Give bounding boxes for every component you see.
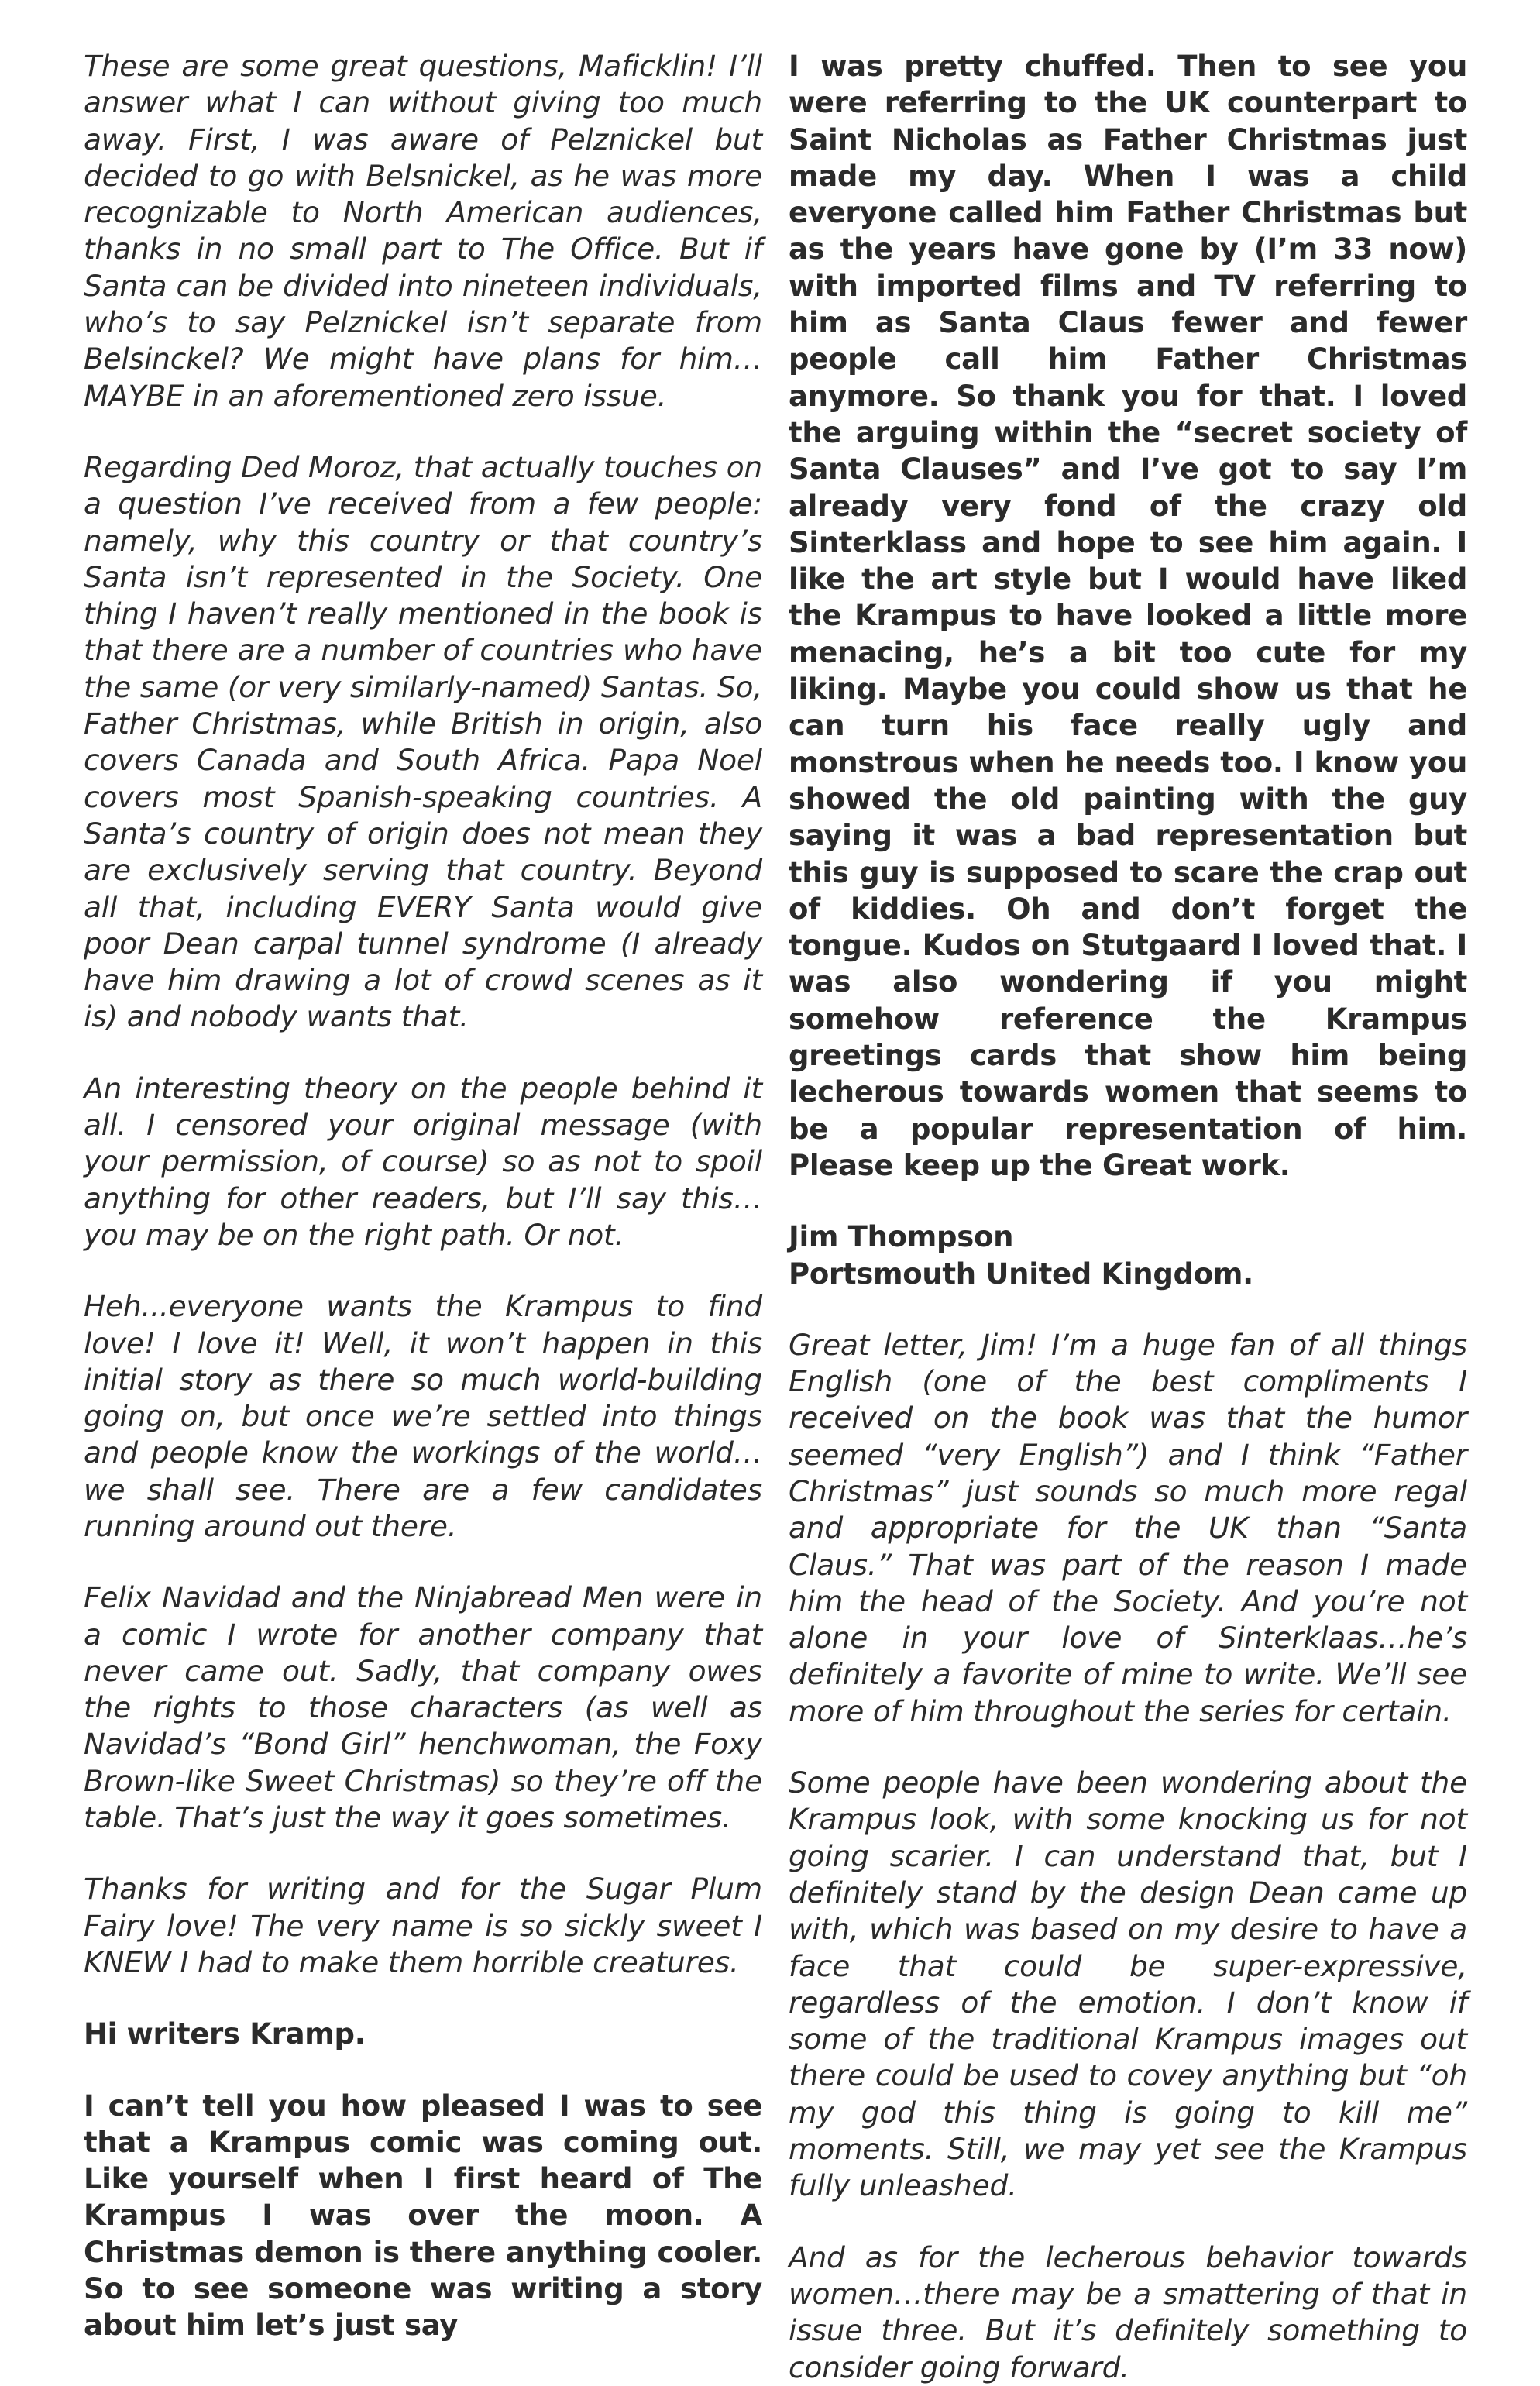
reply-paragraph-ded-moroz: Regarding Ded Moroz, that actually touches on a question I’ve received from a few people: namely, why this country or that country’s Santa isn’t represented in the Society. One thing I haven’t really mentioned in the book is that there are a number of countries who have the same (or very similarly-named) Santas. So, Father Christmas, while British in origin, also covers Canada and South Africa. Papa Noel covers most Spanish-speaking countries. A Santa’s country of origin does not mean they are exclusively serving that country. Beyond all that, including EVERY Santa would give poor Dean carpal tunnel syndrome (I already have him drawing a lot of crowd scenes as it is) and nobody wants that. <box>84 449 763 1034</box>
reply-paragraph-lecherous: And as for the lecherous behavior towards women…there may be a smattering of that in issue three. But it’s definitely something to consider going forward. <box>789 2240 1467 2384</box>
letter-body-continued: I was pretty chuffed. Then to see you were referring to the UK counterpart to Saint Nicholas as Father Christmas just made my day. When I was a child everyone called him Father Christmas but as the years have gone by (I’m 33 now) with imported films and TV referring to him as Santa Claus fewer and fewer people call him Father Christmas anymore. So thank you for that. I loved the arguing within the “secret society of Santa Clauses” and I’ve got to say I’m already very fond of the crazy old Sinterklass and hope to see him again. I like the art style but I would have liked the Krampus to have looked a little more menacing, he’s a bit too cute for my liking. Maybe you could show us that he can turn his face really ugly and monstrous when he needs too. I know you showed the old painting with the guy saying it was a bad representation but this guy is supposed to scare the crap out of kiddies. Oh and don’t forget the tongue. Kudos on Stutgaard I loved that. I was also wondering if you might somehow reference the Krampus greetings cards that show him being lecherous towards women that seems to be a popular representation of him. Please keep up the Great work. <box>789 50 1467 1182</box>
letter-greeting: Hi writers Kramp. <box>84 2017 366 2051</box>
left-column <box>84 48 762 2344</box>
letter-body-start: I can’t tell you how pleased I was to see that a Krampus comic was coming out. Like yourself when I first heard of The Krampus I was over the moon. A Christmas demon is there anything cooler. So to see someone was writing a story about him let’s just say <box>84 2089 762 2343</box>
reply-paragraph-great-letter: Great letter, Jim! I’m a huge fan of all things English (one of the best compliments I received on the book was that the humor seemed “very English”) and I think “Father Christmas” just sounds so much more regal and appropriate for the UK than “Santa Claus.” That was part of the reason I made him the head of the Society. And you’re not alone in your love of Sinterklaas…he’s definitely a favorite of mine to write. We’ll see more of him throughout the series for certain. <box>789 1327 1467 1728</box>
reply-paragraph-pelznickel: These are some great questions, Maficklin! I’ll answer what I can without giving too much away. First, I was aware of Pelznickel but decided to go with Belsnickel, as he was more recognizable to North American audiences, thanks in no small part to The Office. But if Santa can be divided into nineteen individuals, who’s to say Pelznickel isn’t separate from Belsinckel? We might have plans for him… MAYBE in an aforementioned zero issue. <box>84 49 762 413</box>
reply-paragraph-felix-navidad: Felix Navidad and the Ninjabread Men were in a comic I wrote for another company that never came out. Sadly, that company owes the rights to those characters (as well as Navidad’s “Bond Girl” henchwoman, the Foxy Brown-like Sweet Christmas) so they’re off the table. That’s just the way it goes sometimes. <box>84 1580 762 1835</box>
letter-signature-location: Portsmouth United Kingdom. <box>789 1257 1253 1291</box>
right-column <box>789 48 1467 2386</box>
letter-signature-name: Jim Thompson <box>789 1220 1014 1254</box>
reply-paragraph-krampus-love: Heh...everyone wants the Krampus to find love! I love it! Well, it won’t happen in this initial story as there so much world-building going on, but once we’re settled into things and people know the workings of the world…we shall see. There are a few candidates running around out there. <box>84 1289 762 1543</box>
reply-paragraph-sugar-plum: Thanks for writing and for the Sugar Plum Fairy love! The very name is so sickly sweet I KNEW I had to make them horrible creatures. <box>84 1872 762 1979</box>
reply-paragraph-krampus-look: Some people have been wondering about the Krampus look, with some knocking us for not going scarier. I can understand that, but I definitely stand by the design Dean came up with, which was based on my desire to have a face that could be super-expressive, regardless of the emotion. I don’t know if some of the traditional Krampus images out there could be used to covey anything but “oh my god this thing is going to kill me” moments. Still, we may yet see the Krampus fully unleashed. <box>789 1765 1467 2203</box>
reply-paragraph-theory: An interesting theory on the people behind it all. I censored your original message (with your permission, of course) so as not to spoil anything for other readers, but I’ll say this… you may be on the right path. Or not. <box>84 1071 762 1252</box>
